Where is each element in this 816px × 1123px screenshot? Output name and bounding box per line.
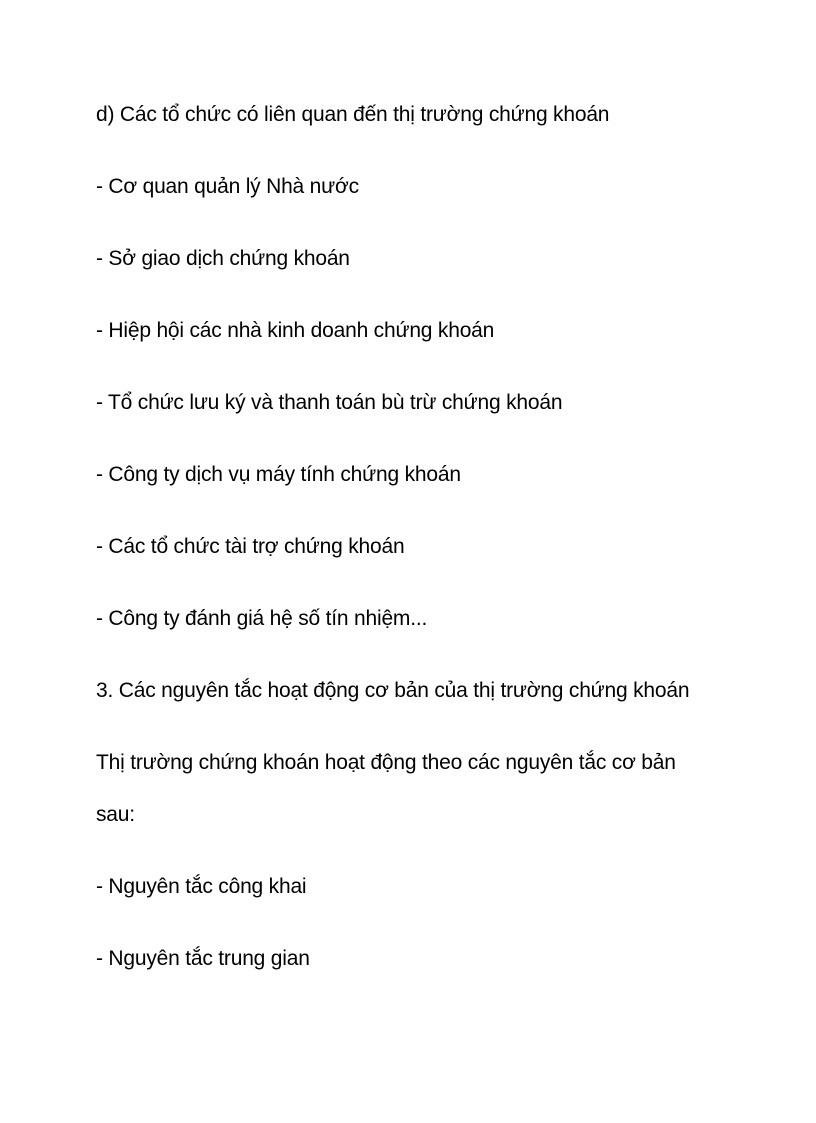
list-item: - Công ty dịch vụ máy tính chứng khoán bbox=[96, 463, 461, 486]
list-item: - Sở giao dịch chứng khoán bbox=[96, 247, 350, 270]
paragraph-line: Thị trường chứng khoán hoạt động theo các nguyên tắc cơ bản bbox=[96, 751, 676, 774]
section-heading-3: 3. Các nguyên tắc hoạt động cơ bản của thị trường chứng khoán bbox=[96, 679, 690, 702]
paragraph-line: sau: bbox=[96, 803, 135, 826]
list-item: - Cơ quan quản lý Nhà nước bbox=[96, 175, 359, 198]
list-item: - Công ty đánh giá hệ số tín nhiệm... bbox=[96, 607, 428, 630]
list-item: - Nguyên tắc trung gian bbox=[96, 947, 310, 970]
list-item: - Các tổ chức tài trợ chứng khoán bbox=[96, 535, 405, 558]
section-heading-d: d) Các tổ chức có liên quan đến thị trường chứng khoán bbox=[96, 103, 610, 126]
list-item: - Nguyên tắc công khai bbox=[96, 875, 307, 898]
list-item: - Hiệp hội các nhà kinh doanh chứng khoán bbox=[96, 319, 495, 342]
list-item: - Tổ chức lưu ký và thanh toán bù trừ chứng khoán bbox=[96, 391, 563, 414]
